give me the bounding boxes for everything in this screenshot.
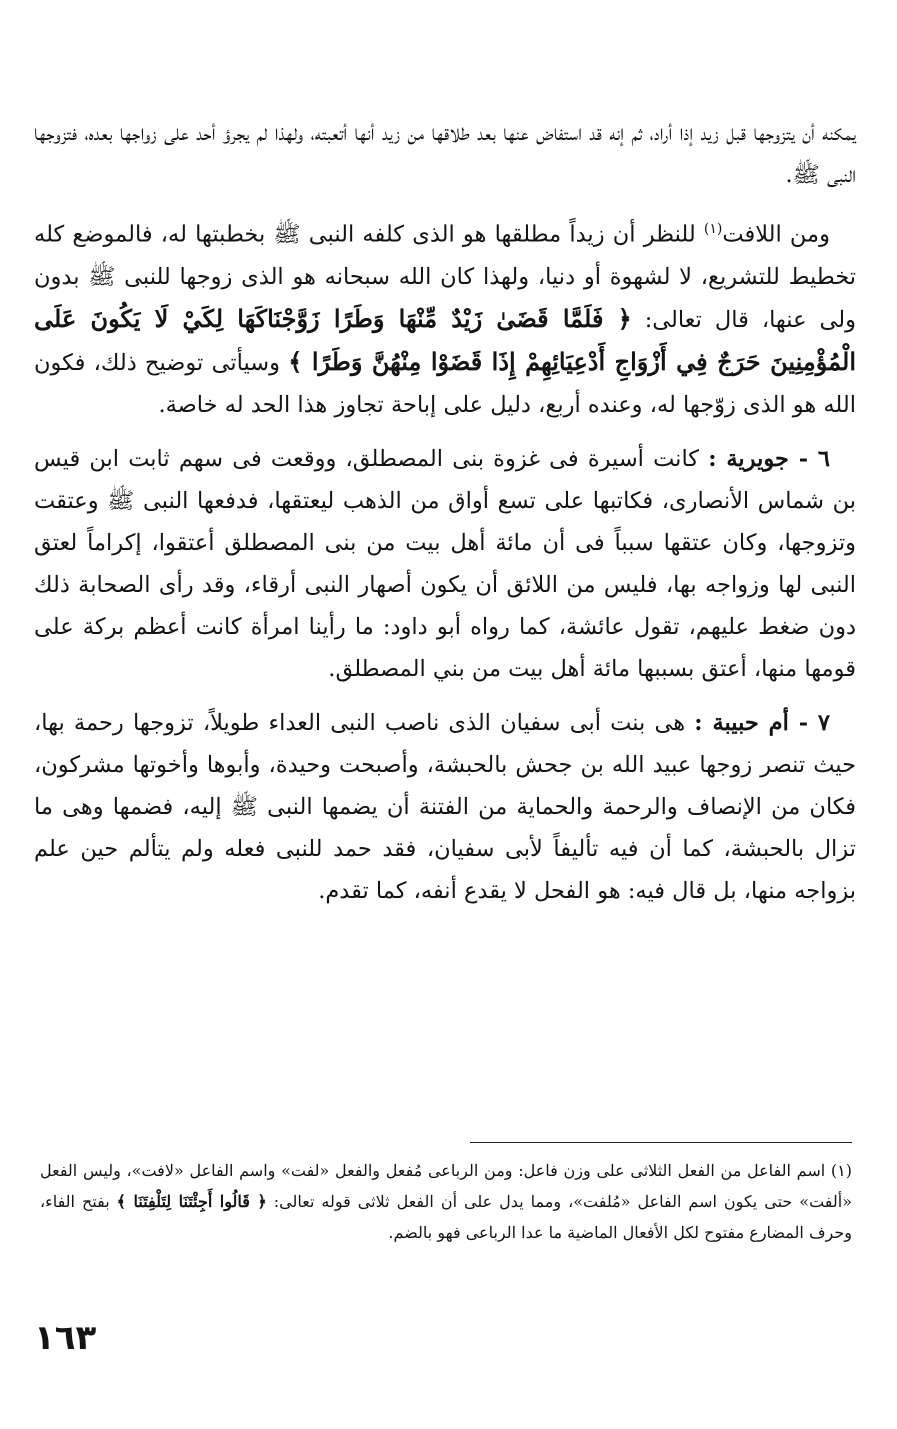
- footnote-verse: ﴿ قَالُوا أَجِئْتَنَا لِتَلْفِتَنَا ﴾: [116, 1192, 267, 1211]
- footnote-text: [40, 1155, 852, 1248]
- paragraph-1: يمكنه أن يتزوجها قبل زيد إذا أراد، ثم إنه قد استفاض عنها بعد طلاقها من زيد أنها أتعبته، ولهذا لم يجرؤ أحد على زواجها بعده، فتزوجها النبى ﷺ.: [34, 120, 856, 188]
- footnote: [40, 1155, 852, 1248]
- paragraph-2: [34, 208, 856, 426]
- section-heading-juwayriya: ٦ - جويرية :: [708, 445, 830, 472]
- paragraph-juwayriya-text: كانت أسيرة فى غزوة بنى المصطلق، ووقعت فى سهم ثابت ابن قيس بن شماس الأنصارى، فكاتبها على تسع أواق من الذهب ليعتقها، فدفعها النبى ﷺ وعتقت وتزوجها، وكان عتقها سبباً فى أن مائة أهل بيت من بنى المصطلق أعتقوا، إكراماً لعتق النبى لها وزواجه بها، فليس من اللائق أن يكون أصهار النبى أرقاء، وقد رأى الصحابة ذلك دون ضغط عليهم، تقول عائشة، كما رواه أبو داود: ما رأينا امرأة كانت أعظم بركة على قومها منها، أعتق بسببها مائة أهل بيت من بني المصطلق.: [34, 445, 856, 682]
- paragraph-2-body: للنظر أن زيداً مطلقها هو الذى كلفه النبى ﷺ بخطبتها له، فالموضع كله تخطيط للتشريع، لا لشهوة أو دنيا، ولهذا كان الله سبحانه هو الذى زوجها للنبى ﷺ بدون ولى عنها، قال تعالى:: [34, 221, 856, 333]
- page-number: ١٦٣: [34, 1318, 97, 1358]
- footnote-end: بفتح الفاء، وحرف المضارع مفتوح لكل الأفعال الماضية ما عدا الرباعى فهو بالضم.: [40, 1192, 852, 1242]
- quran-verse: ﴿ فَلَمَّا قَضَىٰ زَيْدٌ مِّنْهَا وَطَرًا زَوَّجْنَاكَهَا لِكَيْ لَا يَكُونَ عَلَى الْمُؤْمِنِينَ حَرَجٌ فِي أَزْوَاجِ أَدْعِيَائِهِمْ إِذَا قَضَوْا مِنْهُنَّ وَطَرًا ﴾: [34, 303, 856, 376]
- paragraph-2-start: ومن اللافت: [722, 221, 830, 248]
- footnote-reference[interactable]: (١): [703, 221, 723, 237]
- main-text: [34, 112, 856, 912]
- paragraph-2-end: وسيأتى توضيح ذلك، فكون الله هو الذى زوّجها له، وعنده أربع، دليل على إباحة تجاوز هذا الحد له خاصة.: [34, 349, 856, 418]
- footnote-start: (١) اسم الفاعل من الفعل الثلاثى على وزن فاعل: ومن الرباعى مُفعل والفعل «لفت» واسم الفاعل «لافت»، وليس الفعل «ألفت» حتى يكون اسم الفاعل «مُلفت»، ومما يدل على أن الفعل ثلاثى قوله تعالى:: [40, 1161, 852, 1211]
- section-heading-umm-habiba: ٧ - أم حبيبة :: [694, 709, 830, 736]
- paragraph-juwayriya: [34, 438, 856, 690]
- paragraph-umm-habiba-text: هى بنت أبى سفيان الذى ناصب النبى العداء طويلاً، تزوجها رحمة بها، حيث تنصر زوجها عبيد الله بن جحش بالحبشة، وأصبحت وحيدة، وأبوها وأخوتها مشركون، فكان من الإنصاف والرحمة والحماية من الفتنة أن يضمها النبى ﷺ إليه، فضمها وهى ما تزال بالحبشة، كما أن فيه تأليفاً لأبى سفيان، فقد حمد للنبى فعله ولم يتألم حين علم بزواجه منها، بل قال فيه: هو الفحل لا يقدع أنفه، كما تقدم.: [34, 709, 856, 904]
- footnote-divider: [470, 1142, 852, 1143]
- paragraph-umm-habiba: [34, 702, 856, 912]
